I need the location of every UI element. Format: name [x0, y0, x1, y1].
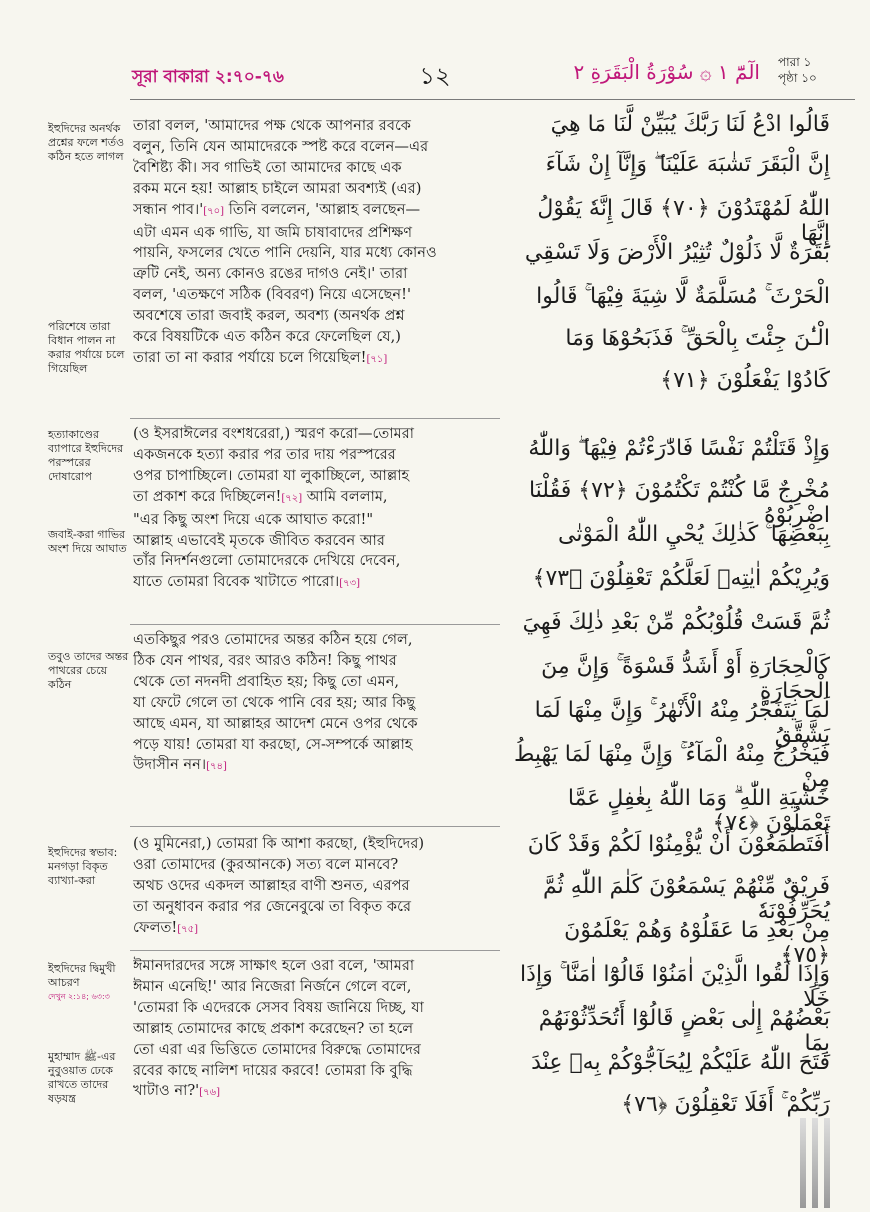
- translation-line: ওরা তোমাদের (কুরআনকে) সত্য বলে মানবে?: [133, 855, 399, 873]
- header-divider: [130, 99, 855, 100]
- translation-line: আল্লাহ তোমাদের কাছে প্রকাশ করেছেন? তা হলে: [133, 1019, 414, 1037]
- page-header: [0, 0, 870, 100]
- translation-line: আল্লাহ এভাবেই মৃতকে জীবিত করবেন আর: [133, 531, 385, 549]
- arabic-line: بَقَرَةٌ لَّا ذَلُوْلٌ تُثِيْرُ الْأَرْضَ وَلَا تَسْقِي: [524, 240, 830, 265]
- translation-block-74: [133, 630, 497, 778]
- block-divider: [130, 624, 500, 625]
- translation-line: তো এরা এর ভিত্তিতে তোমাদের বিরুদ্ধে তোমাদের: [133, 1040, 421, 1058]
- translation-line: বৈশিষ্ট্য কী। সব গাভিই তো আমাদের কাছে এক: [133, 158, 402, 176]
- arabic-line: بِبَعْضِهَا ۚ كَذٰلِكَ يُحْيِ اللّٰهُ الْمَوْتٰى: [558, 522, 830, 547]
- line-text: তারা তা না করার পর্যায়ে চলে গিয়েছিল!: [133, 348, 367, 366]
- translation-line: এতকিছুর পরও তোমাদের অন্তর কঠিন হয়ে গেল,: [133, 631, 413, 648]
- arabic-line: أَفَتَطْمَعُوْنَ أَنْ يُّؤْمِنُوْا لَكُمْ وَقَدْ كَانَ: [527, 832, 830, 857]
- sidenote: তবুও তাদের অন্তর পাথরের চেয়ে কঠিন: [48, 650, 129, 691]
- arabic-line: بَعْضُهُمْ إِلٰى بَعْضٍ قَالُوْٓا أَتُحَدِّثُوْنَهُمْ بِمَا: [538, 1006, 830, 1056]
- translation-block-75: [133, 834, 497, 941]
- block-divider: [130, 950, 500, 951]
- translation-line: 'তোমরা কি এদেরকে সেসব বিষয় জানিয়ে দিচ্ছ, যা: [133, 998, 424, 1016]
- translation-line: ঈমান এনেছি!' আর নিজেরা নির্জনে গেলে বলে,: [133, 977, 412, 995]
- sidenote: হত্যাকাণ্ডের ব্যাপারে ইহুদিদের পরস্পরের দোষারোপ: [48, 428, 124, 483]
- surah-title-arabic: الٓمّٓ ١ ۞ سُوْرَةُ الْبَقَرَةِ ٢: [573, 60, 760, 84]
- translation-block-76: [133, 956, 497, 1104]
- line-text: খাটাও না?': [133, 1082, 200, 1100]
- translation-line: একজনকে হত্যা করার পর তার দায় পরস্পরের: [133, 445, 396, 463]
- arabic-line: الْـٰٔنَ جِئْتَ بِالْحَقِّ ۚ فَذَبَحُوْهَا وَمَا: [565, 326, 830, 351]
- arabic-line: رَبِّكُمْ ۚ أَفَلَا تَعْقِلُوْنَ ﴿٧٦﴾: [621, 1092, 830, 1117]
- page-edge: [812, 1118, 818, 1208]
- para-info: [778, 54, 817, 86]
- translation-line: তাঁর নিদর্শনগুলো তোমাদেরকে দেখিয়ে দেবেন,: [133, 552, 401, 570]
- translation-line: ওপর চাপাচ্ছিলে। তোমরা যা লুকাচ্ছিলে, আল্লাহ: [133, 466, 410, 484]
- arabic-line: كَالْحِجَارَةِ أَوْ أَشَدُّ قَسْوَةً ۚ وَإِنَّ مِنَ الْحِجَارَةِ: [541, 654, 830, 704]
- block-divider: [130, 826, 500, 827]
- arabic-line: ثُمَّ قَسَتْ قُلُوْبُكُمْ مِّنْ بَعْدِ ذٰلِكَ فَهِيَ: [522, 610, 830, 635]
- arabic-line: اللّٰهُ لَمُهْتَدُوْنَ ﴿٧٠﴾ قَالَ إِنَّهٗ يَقُوْلُ إِنَّهَا: [537, 196, 830, 246]
- translation-line: তারা বলল, 'আমাদের পক্ষ থেকে আপনার রবকে: [133, 117, 412, 134]
- translation-block-72-73: [133, 424, 497, 595]
- translation-line: করে বিষয়টিকে এত কঠিন করে ফেলেছিল যে,): [133, 328, 402, 346]
- page-label: পৃষ্ঠা ১০: [778, 71, 817, 85]
- verse-number: [৭৩]: [339, 578, 361, 590]
- translation-line: বলল, 'এতক্ষণে সঠিক (বিবরণ) নিয়ে এসেছেন!': [133, 286, 412, 304]
- translation-line: [133, 348, 497, 371]
- translation-line: "এর কিছু অংশ দিয়ে একে আঘাত করো!": [133, 510, 374, 528]
- arabic-line: الْحَرْثَ ۚ مُسَلَّمَةٌ لَّا شِيَةَ فِيْهَا ۚ قَالُوا: [536, 284, 830, 309]
- arabic-line: فَتَحَ اللّٰهُ عَلَيْكُمْ لِيُحَآجُّوْكُمْ بِهٖ عِنْدَ: [531, 1050, 830, 1075]
- sidenote: ইহুদিদের অনর্থক প্রশ্নের ফলে শর্তও কঠিন হতে লাগল: [48, 122, 125, 163]
- verse-number: [৭২]: [281, 492, 303, 504]
- translation-line: [133, 1081, 497, 1104]
- arabic-line: وَإِذَا لَقُوا الَّذِيْنَ اٰمَنُوْا قَالُوْٓا اٰمَنَّا ۚ وَإِذَا خَلَا: [520, 962, 830, 1012]
- sidenote-text: ইহুদিদের দ্বিমুখী আচরণ: [48, 962, 116, 989]
- line-text: তা প্রকাশ করে দিচ্ছিলেন!: [133, 487, 282, 505]
- verse-number: [৭১]: [366, 353, 388, 365]
- arabic-line: قَالُوا ادْعُ لَنَا رَبَّكَ يُبَيِّنْ لَّنَا مَا هِيَ: [550, 112, 830, 137]
- page-number: ১২: [419, 62, 451, 90]
- verse-number: [৭৬]: [199, 1087, 220, 1099]
- translation-line: যা ফেটে গেলে তা থেকে পানি বের হয়; আর কিছু: [133, 693, 416, 711]
- verse-number: [৭৫]: [177, 923, 199, 935]
- page-edge: [800, 1118, 806, 1208]
- translation-line: এটা এমন এক গাভি, যা জমি চাষাবাদের প্রশিক্ষণ: [133, 223, 413, 241]
- arabic-line: فَيَخْرُجُ مِنْهُ الْمَآءُ ۚ وَإِنَّ مِنْهَا لَمَا يَهْبِطُ مِنْ: [513, 742, 830, 792]
- sidenote: জবাই-করা গাভির অংশ দিয়ে আঘাত: [48, 528, 127, 555]
- translation-line: আছে এমন, যা আল্লাহর আদেশ মেনে ওপর থেকে: [133, 714, 418, 732]
- sidenote: [48, 962, 130, 1004]
- translation-line: (ও ইসরাঈলের বংশধরেরা,) স্মরণ করো—তোমরা: [133, 425, 414, 442]
- translation-line: (ও মুমিনেরা,) তোমরা কি আশা করছো, (ইহুদিদের): [133, 835, 425, 852]
- line-text: উদাসীন নন।: [133, 756, 207, 774]
- translation-line: ঈমানদারদের সঙ্গে সাক্ষাৎ হলে ওরা বলে, 'আমরা: [133, 957, 415, 974]
- arabic-line: خَشْيَةِ اللّٰهِ ۗ وَمَا اللّٰهُ بِغٰفِلٍ عَمَّا تَعْمَلُوْنَ ﴿٧٤﴾: [567, 786, 830, 836]
- line-text: তিনি বললেন, 'আল্লাহ বলছেন—: [228, 200, 421, 218]
- translation-line: [133, 487, 497, 510]
- translation-block-70-71: [133, 116, 497, 371]
- line-text: ফেলত!: [133, 918, 178, 936]
- translation-line: ত্রুটি নেই, অন্য কোনও রঙের দাগও নেই।' তারা: [133, 265, 408, 283]
- translation-line: পায়নি, ফসলের খেতে পানি দেয়নি, যার মধ্যে কোনও: [133, 244, 437, 262]
- translation-line: থেকে তো নদনদী প্রবাহিত হয়; কিছু তো এমন,: [133, 672, 400, 690]
- arabic-line: مُخْرِجٌ مَّا كُنْتُمْ تَكْتُمُوْنَ ﴿٧٢﴾ فَقُلْنَا اضْرِبُوْهُ: [528, 478, 830, 528]
- translation-line: [133, 572, 497, 595]
- verse-number: [৭৪]: [206, 761, 227, 773]
- arabic-line: وَيُرِيْكُمْ اٰيٰتِهٖ لَعَلَّكُمْ تَعْقِلُوْنَ ﴿٧٣﴾: [532, 566, 830, 591]
- sidenote: ইহুদিদের স্বভাব: মনগড়া বিকৃত ব্যাখ্যা-করা: [48, 846, 118, 887]
- translation-line: [133, 918, 497, 941]
- arabic-line: كَادُوْا يَفْعَلُوْنَ ﴿٧١﴾: [660, 368, 830, 393]
- translation-line: বলুন, তিনি যেন আমাদেরকে স্পষ্ট করে বলেন—এর: [133, 137, 429, 155]
- arabic-line: مِنْ بَعْدِ مَا عَقَلُوْهُ وَهُمْ يَعْلَمُوْنَ ﴿٧٥﴾: [564, 918, 830, 968]
- arabic-line: إِنَّ الْبَقَرَ تَشٰبَهَ عَلَيْنَا ۖ وَإِنَّآ إِنْ شَآءَ: [545, 152, 830, 177]
- line-text: যাতে তোমরা বিবেক খাটাতে পারো।: [133, 573, 340, 591]
- sidenote: মুহাম্মাদ ﷺ-এর নুবুওয়াত ঢেকে রাখতে তাদের ষড়যন্ত্র: [48, 1050, 116, 1105]
- translation-line: অথচ ওদের একদল আল্লাহর বাণী শুনত, এরপর: [133, 876, 410, 894]
- translation-line: অবশেষে তারা জবাই করল, অবশ্য (অনর্থক প্রশ্ন: [133, 307, 405, 325]
- para-label: পারা ১: [778, 55, 812, 69]
- page-edge: [824, 1118, 830, 1208]
- line-text: সন্ধান পাব।': [133, 200, 204, 218]
- sidenote: পরিশেষে তারা বিধান পালন না করার পর্যায়ে চলে গিয়েছিল: [48, 320, 125, 375]
- translation-line: রবের কাছে নালিশ দায়ের করবে! তোমরা কি বুদ্ধি: [133, 1061, 413, 1079]
- translation-line: রকম মনে হয়! আল্লাহ চাইলে আমরা অবশ্যই (এর): [133, 179, 422, 197]
- verse-number: [৭০]: [203, 205, 225, 217]
- arabic-line: وَإِذْ قَتَلْتُمْ نَفْسًا فَادّٰرَءْتُمْ فِيْهَا ۖ وَاللّٰهُ: [528, 436, 830, 461]
- block-divider: [130, 418, 500, 419]
- translation-line: পড়ে যায়! তোমরা যা করছো, সে-সম্পর্কে আল্লাহ: [133, 735, 413, 753]
- translation-line: ঠিক যেন পাথর, বরং আরও কঠিন! কিছু পাথর: [133, 651, 397, 669]
- translation-line: তা অনুধাবন করার পর জেনেবুঝে তা বিকৃত করে: [133, 897, 412, 915]
- line-text: আমি বললাম,: [306, 487, 388, 505]
- translation-line: [133, 755, 497, 778]
- surah-reference: সূরা বাকারা ২:৭০-৭৬: [132, 67, 284, 87]
- sidenote-reference: দেখুন ২:১৪; ৬৩:৩: [48, 992, 110, 1001]
- translation-line: [133, 200, 497, 223]
- arabic-line: لَمَا يَتَفَجَّرُ مِنْهُ الْأَنْهٰرُ ۚ وَإِنَّ مِنْهَا لَمَا يَشَّقَّقُ: [534, 698, 830, 748]
- arabic-line: فَرِيْقٌ مِّنْهُمْ يَسْمَعُوْنَ كَلٰمَ اللّٰهِ ثُمَّ يُحَرِّفُوْنَهٗ: [543, 874, 830, 924]
